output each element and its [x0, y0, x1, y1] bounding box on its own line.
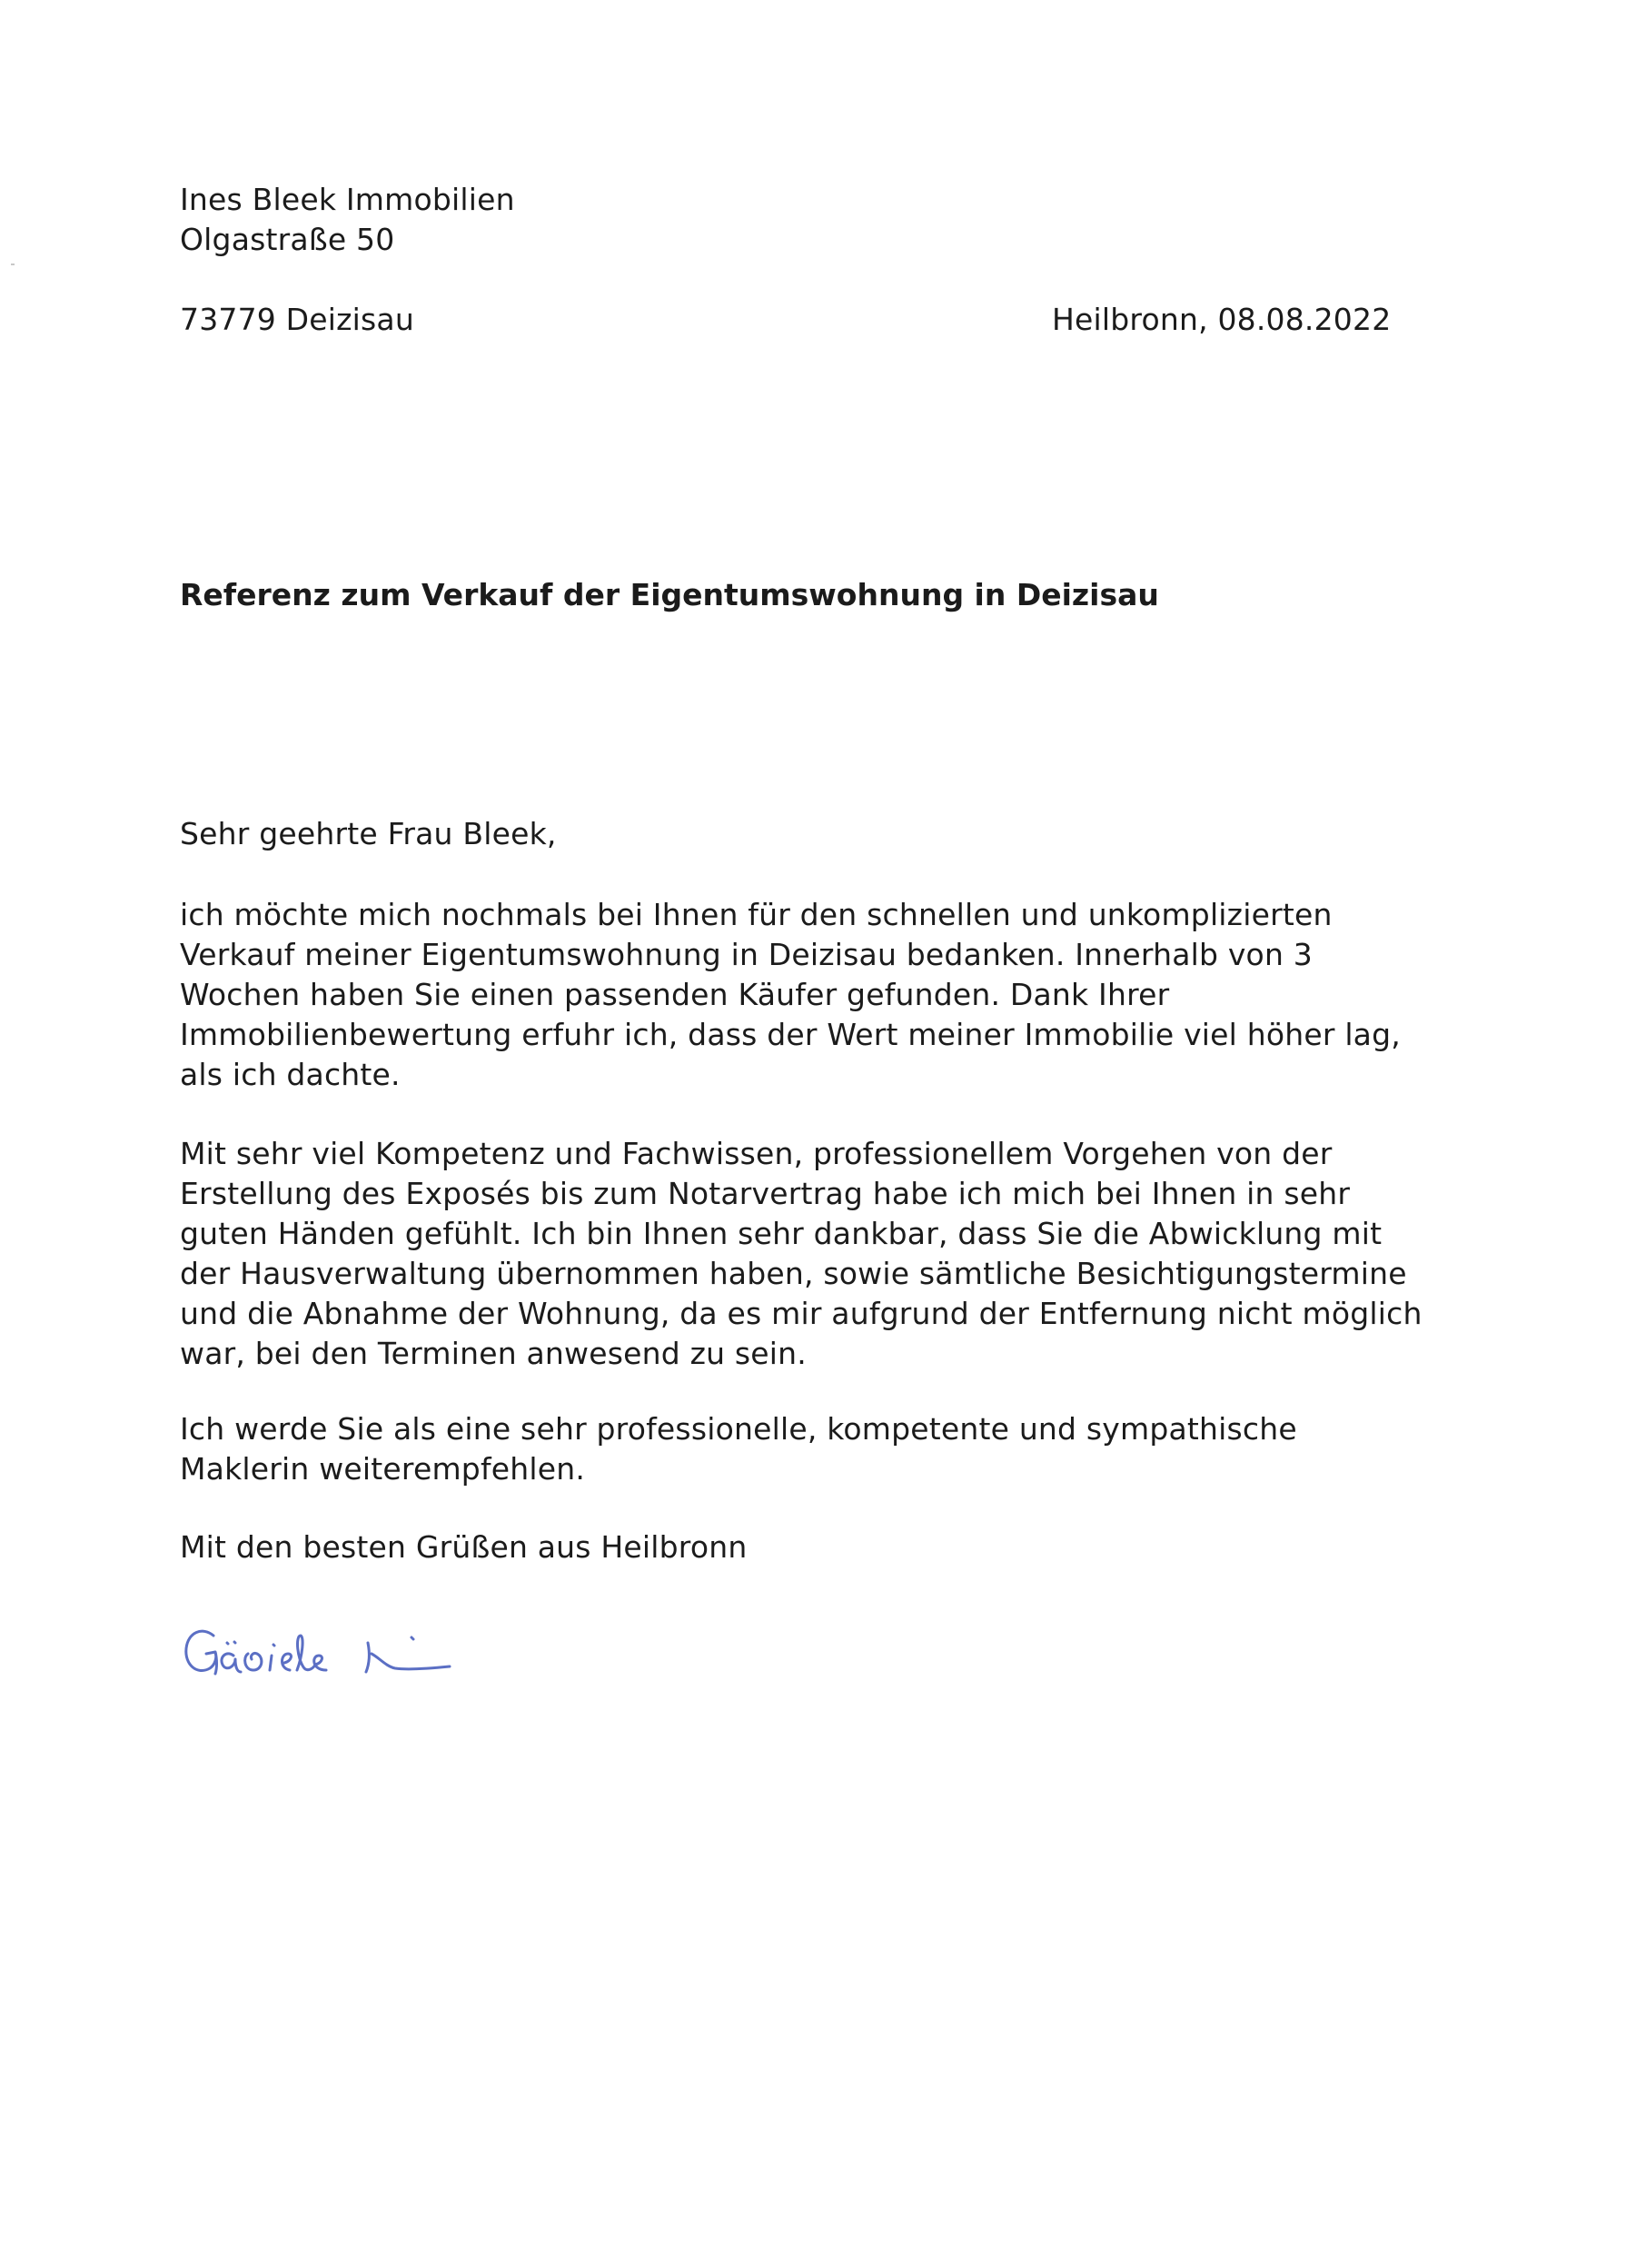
letter-subject: Referenz zum Verkauf der Eigentumswohnung in Deizisau: [180, 577, 1159, 612]
paragraph-line: Immobilienbewertung erfuhr ich, dass der Wert meiner Immobilie viel höher lag,: [180, 1017, 1401, 1052]
letter-salutation: Sehr geehrte Frau Bleek,: [180, 816, 557, 851]
paragraph-line: war, bei den Terminen anwesend zu sein.: [180, 1336, 807, 1371]
paragraph-line: ich möchte mich nochmals bei Ihnen für den schnellen und unkomplizierten: [180, 897, 1333, 932]
letter-date: Heilbronn, 08.08.2022: [1052, 302, 1392, 337]
paragraph-line: Maklerin weiterempfehlen.: [180, 1451, 586, 1487]
paragraph-1: [180, 895, 1401, 1095]
paragraph-line: Erstellung des Exposés bis zum Notarvertrag habe ich mich bei Ihnen in sehr: [180, 1176, 1351, 1211]
paragraph-line: Ich werde Sie als eine sehr professionelle, kompetente und sympathische: [180, 1411, 1297, 1447]
letter-closing: Mit den besten Grüßen aus Heilbronn: [180, 1529, 748, 1565]
handwritten-signature-icon: [177, 1599, 477, 1699]
scan-artifact: [11, 264, 15, 265]
paragraph-line: Mit sehr viel Kompetenz und Fachwissen, professionellem Vorgehen von der: [180, 1136, 1333, 1171]
sender-street: Olgastraße 50: [180, 222, 395, 257]
paragraph-line: und die Abnahme der Wohnung, da es mir aufgrund der Entfernung nicht möglich: [180, 1296, 1423, 1331]
paragraph-line: als ich dachte.: [180, 1057, 401, 1092]
paragraph-line: guten Händen gefühlt. Ich bin Ihnen sehr dankbar, dass Sie die Abwicklung mit: [180, 1216, 1383, 1251]
paragraph-2: [180, 1134, 1423, 1374]
paragraph-line: der Hausverwaltung übernommen haben, sowie sämtliche Besichtigungstermine: [180, 1256, 1407, 1291]
sender-name: Ines Bleek Immobilien: [180, 182, 515, 217]
paragraph-line: Wochen haben Sie einen passenden Käufer gefunden. Dank Ihrer: [180, 977, 1170, 1012]
paragraph-3: [180, 1409, 1297, 1489]
sender-city: 73779 Deizisau: [180, 302, 414, 337]
paragraph-line: Verkauf meiner Eigentumswohnung in Deizisau bedanken. Innerhalb von 3: [180, 937, 1313, 972]
